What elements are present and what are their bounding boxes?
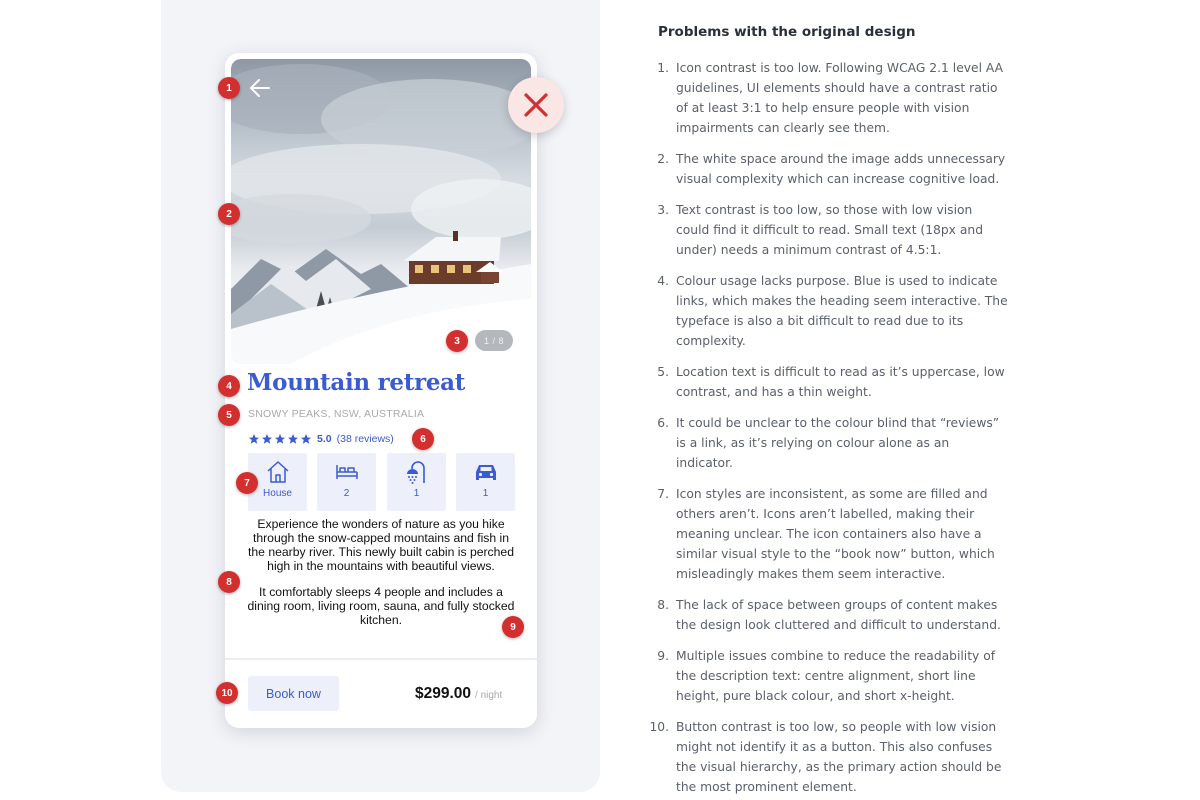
- description-paragraph: It comfortably sleeps 4 people and includes a dining room, living room, sauna, and fully stocked kitchen.: [247, 585, 515, 627]
- star-icon: [300, 433, 312, 445]
- list-item: 10. Button contrast is too low, so people with low vision might not identify it as a button. This also confuses the visual hierarchy, as the primary action should be the most prominent element.: [649, 720, 1002, 794]
- listing-location: SNOWY PEAKS, NSW, AUSTRALIA: [248, 408, 425, 420]
- price-unit: / night: [475, 690, 503, 701]
- close-button[interactable]: [508, 77, 564, 133]
- card-divider: [225, 658, 537, 660]
- list-item: 8. The lack of space between groups of content makes the design look cluttered and difficult to understand.: [657, 598, 1001, 632]
- list-item: 9. Multiple issues combine to reduce the readability of the description text: centre alignment, short line height, pure black colour, and short x-height.: [657, 649, 996, 703]
- amenity-label: 1: [482, 488, 489, 499]
- description-paragraph: Experience the wonders of nature as you hike through the snow-capped mountains and fish in the nearby river. This newly built cabin is perched high in the mountains with beautiful views.: [247, 517, 514, 573]
- list-item: 1. Icon contrast is too low. Following WCAG 2.1 level AA guidelines, UI elements should have a contrast ratio of at least 3:1 to help ensure people with vision impairments can clearly see them.: [657, 61, 1004, 135]
- annotation-marker-9: 9: [502, 616, 524, 638]
- shower-icon: [404, 459, 430, 485]
- amenity-label: 1: [413, 488, 420, 499]
- mountain-cabin-illustration: [231, 59, 531, 364]
- image-counter: 1 / 8: [475, 330, 513, 351]
- amenity-label: House: [263, 488, 292, 499]
- amenity-bedrooms: [317, 453, 376, 511]
- close-icon: [522, 91, 550, 119]
- annotation-marker-10: 10: [216, 682, 238, 704]
- book-now-button[interactable]: Book now: [248, 676, 339, 711]
- annotation-marker-8: 8: [218, 571, 240, 593]
- annotation-marker-1: 1: [218, 77, 240, 99]
- notes-heading: Problems with the original design: [658, 24, 916, 40]
- list-item: 6. It could be unclear to the colour blind that “reviews” is a link, as it’s relying on colour alone as an indicator.: [657, 416, 1000, 470]
- car-icon: [473, 459, 499, 485]
- list-item: 5. Location text is difficult to read as it’s uppercase, low contrast, and has a thin weight.: [657, 365, 1005, 399]
- amenity-parking: [456, 453, 515, 511]
- list-item: 2. The white space around the image adds unnecessary visual complexity which can increase cognitive load.: [657, 152, 1006, 186]
- price: [415, 685, 502, 703]
- star-icon: [274, 433, 286, 445]
- house-icon: [265, 459, 291, 485]
- amenity-label: 2: [343, 488, 350, 499]
- price-amount: $299.00: [415, 685, 472, 702]
- design-notes: [649, 24, 1008, 800]
- annotation-marker-7: 7: [236, 472, 258, 494]
- annotation-marker-2: 2: [218, 203, 240, 225]
- notes-list: [649, 58, 1008, 797]
- star-icon: [248, 433, 260, 445]
- back-arrow-icon[interactable]: [248, 76, 272, 100]
- reviews-link[interactable]: (38 reviews): [336, 433, 394, 445]
- annotation-marker-6: 6: [412, 428, 434, 450]
- listing-title: Mountain retreat: [247, 369, 466, 396]
- list-item: 7. Icon styles are inconsistent, as some are filled and others aren’t. Icons aren’t labelled, making their meaning unclear. The icon containers also have a similar visual style to the “book now” button, which misleadingly makes them seem interactive.: [657, 487, 995, 581]
- list-item: 4. Colour usage lacks purpose. Blue is used to indicate links, which makes the heading seem interactive. The typeface is also a bit difficult to read due to its complexity.: [657, 274, 1008, 348]
- annotation-marker-3: 3: [446, 330, 468, 352]
- rating-value: 5.0: [317, 433, 332, 445]
- listing-description: [244, 517, 518, 627]
- list-item: 3. Text contrast is too low, so those with low vision could find it difficult to read. Small text (18px and under) needs a minimum contrast of 4.5:1.: [657, 203, 983, 257]
- star-rating: [248, 433, 312, 445]
- star-icon: [287, 433, 299, 445]
- star-icon: [261, 433, 273, 445]
- bed-icon: [334, 459, 360, 485]
- hero-image: [231, 59, 531, 364]
- annotation-marker-5: 5: [218, 404, 240, 426]
- annotation-marker-4: 4: [218, 375, 240, 397]
- amenity-bathrooms: [387, 453, 446, 511]
- rating-row: [248, 431, 394, 447]
